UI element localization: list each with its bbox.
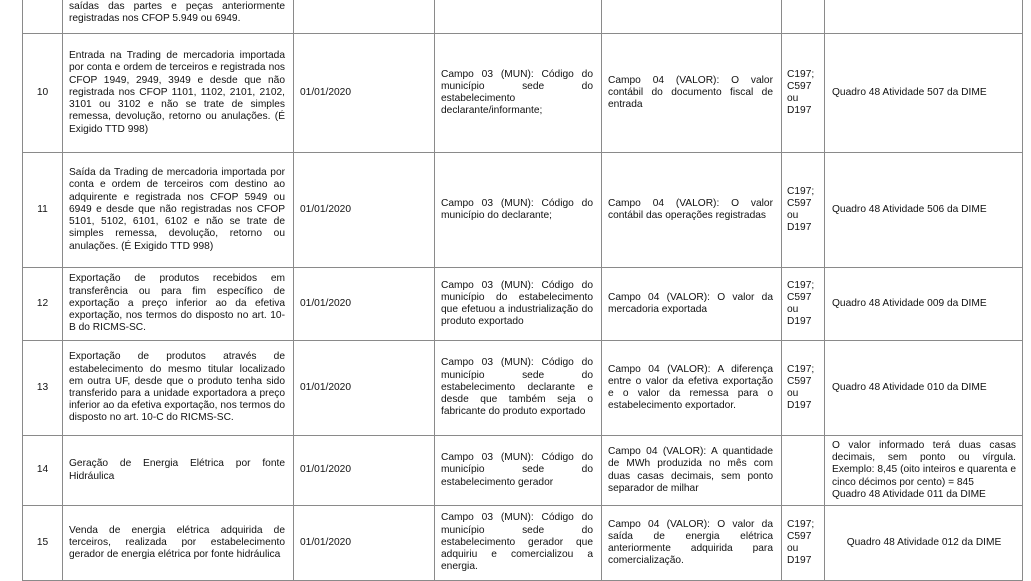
registro-line: C197; (787, 185, 815, 197)
description-cell: Exportação de produtos recebidos em transferência ou para fim específico de exportação a preço inferior ao da efetiva exportação, nos termos do disposto no art. 10-B do RICMS-SC. (63, 268, 294, 341)
start-date-cell (294, 0, 435, 34)
registro-line: D197 (787, 555, 812, 567)
table-row (23, 506, 1023, 581)
start-date-cell: 01/01/2020 (294, 34, 435, 153)
registro-line: C197; (787, 363, 815, 375)
row-number: 11 (23, 153, 63, 268)
table-row (23, 268, 1023, 341)
description-cell: Saída da Trading de mercadoria importada por conta e ordem de terceiros com destino ao adquirente e registrada nos CFOP 5949 ou 6949 e desde que não registradas nos CFOP 5101, 5102, 6101, 6102 e não se trate de simples remessa, devolução, retorno ou anulações. (É Exigido TTD 998) (63, 153, 294, 268)
campo04-cell: Campo 04 (VALOR): A quantidade de MWh produzida no mês com duas casas decimais, sem ponto separador de milhar (602, 436, 782, 506)
registro-line: D197 (787, 222, 812, 234)
description-cell: Entrada na Trading de mercadoria importada por conta e ordem de terceiros e registrada nos CFOP 1949, 2949, 3949 e desde que não registrada nos CFOP 1101, 1102, 2101, 2102, 3101 ou 3102 e não se trate de simples remessa, devolução, retorno ou anulações. (É Exigido TTD 998) (63, 34, 294, 153)
row-number (23, 0, 63, 34)
description-cell: Venda de energia elétrica adquirida de terceiros, realizada por estabelecimento gerador de energia elétrica por fonte hidráulica (63, 506, 294, 581)
row-number: 14 (23, 436, 63, 506)
registro-line: D197 (787, 316, 812, 328)
registro-cell (782, 0, 825, 34)
registro-line: ou (787, 543, 799, 554)
table-row (23, 341, 1023, 436)
start-date-cell: 01/01/2020 (294, 268, 435, 341)
campo03-cell: Campo 03 (MUN): Código do município sede do estabelecimento declarante/informante; (435, 34, 602, 153)
dime-cell (825, 0, 1023, 34)
campo03-cell: Campo 03 (MUN): Código do município sede do estabelecimento gerador (435, 436, 602, 506)
campo03-cell: Campo 03 (MUN): Código do município do estabelecimento que efetuou a industrialização do produto exportado (435, 268, 602, 341)
dime-cell (825, 506, 1023, 581)
registro-line: C597 ou (787, 291, 812, 315)
table-body (23, 0, 1023, 581)
description-cell: saídas das partes e peças anteriormente registradas nos CFOP 5.949 ou 6949. (63, 0, 294, 34)
row-number: 10 (23, 34, 63, 153)
registro-cell (782, 153, 825, 268)
campo03-cell (435, 0, 602, 34)
registro-line: C197; (787, 279, 815, 291)
registro-line: C597 ou (787, 375, 812, 399)
start-date-cell: 01/01/2020 (294, 153, 435, 268)
table-row (23, 34, 1023, 153)
table-row (23, 436, 1023, 506)
dime-cell (825, 268, 1023, 341)
campo04-cell: Campo 04 (VALOR): A diferença entre o valor da efetiva exportação e o valor da remessa para o estabelecimento exportador. (602, 341, 782, 436)
dime-note: O valor informado terá duas casas decimais, sem ponto ou vírgula. Exemplo: 8,45 (oito inteiros e quarenta e cinco décimos por cento) = 845 (832, 439, 1016, 488)
registro-line: D197 (787, 105, 812, 117)
dime-reference: Quadro 48 Atividade 009 da DIME (832, 297, 987, 309)
dime-reference: Quadro 48 Atividade 010 da DIME (832, 381, 987, 393)
campo04-cell: Campo 04 (VALOR): O valor contábil do documento fiscal de entrada (602, 34, 782, 153)
dime-cell (825, 436, 1023, 506)
registro-cell (782, 506, 825, 581)
registro-line: D197 (787, 400, 812, 412)
start-date-cell: 01/01/2020 (294, 341, 435, 436)
registro-line: C597 ou (787, 80, 812, 104)
registro-line: C197; (787, 68, 815, 80)
start-date-cell: 01/01/2020 (294, 436, 435, 506)
registro-cell (782, 436, 825, 506)
registro-line: C597 (787, 530, 812, 542)
start-date-cell: 01/01/2020 (294, 506, 435, 581)
campo03-cell: Campo 03 (MUN): Código do município do declarante; (435, 153, 602, 268)
description-cell: Geração de Energia Elétrica por fonte Hidráulica (63, 436, 294, 506)
dime-reference: Quadro 48 Atividade 012 da DIME (846, 536, 1002, 548)
dime-cell (825, 341, 1023, 436)
row-number: 13 (23, 341, 63, 436)
dime-reference: Quadro 48 Atividade 011 da DIME (832, 488, 986, 500)
dime-cell (825, 153, 1023, 268)
campo04-cell: Campo 04 (VALOR): O valor da mercadoria exportada (602, 268, 782, 341)
campo04-cell: Campo 04 (VALOR): O valor da saída de energia elétrica anteriormente adquirida para comercialização. (602, 506, 782, 581)
registro-cell (782, 34, 825, 153)
campo03-cell: Campo 03 (MUN): Código do município sede do estabelecimento declarante e desde que também seja o fabricante do produto exportado (435, 341, 602, 436)
table-row (23, 0, 1023, 34)
dime-reference: Quadro 48 Atividade 506 da DIME (832, 203, 987, 215)
row-number: 12 (23, 268, 63, 341)
table-row (23, 153, 1023, 268)
dime-cell (825, 34, 1023, 153)
campo03-cell: Campo 03 (MUN): Código do município sede do estabelecimento gerador que adquiriu e comercializou a energia. (435, 506, 602, 581)
registro-line: C597 ou (787, 197, 812, 221)
dime-reference: Quadro 48 Atividade 507 da DIME (832, 86, 987, 98)
campo04-cell: Campo 04 (VALOR): O valor contábil das operações registradas (602, 153, 782, 268)
registro-cell (782, 268, 825, 341)
campo04-cell (602, 0, 782, 34)
description-cell: Exportação de produtos através de estabelecimento do mesmo titular localizado em outra UF, desde que o produto tenha sido transferido para a unidade exportadora a preço inferior ao da efetiva exportação, nos termos do disposto no art. 10-C do RICMS-SC. (63, 341, 294, 436)
registro-line: C197; (787, 518, 815, 530)
registro-cell (782, 341, 825, 436)
row-number: 15 (23, 506, 63, 581)
codes-table (22, 0, 1023, 581)
